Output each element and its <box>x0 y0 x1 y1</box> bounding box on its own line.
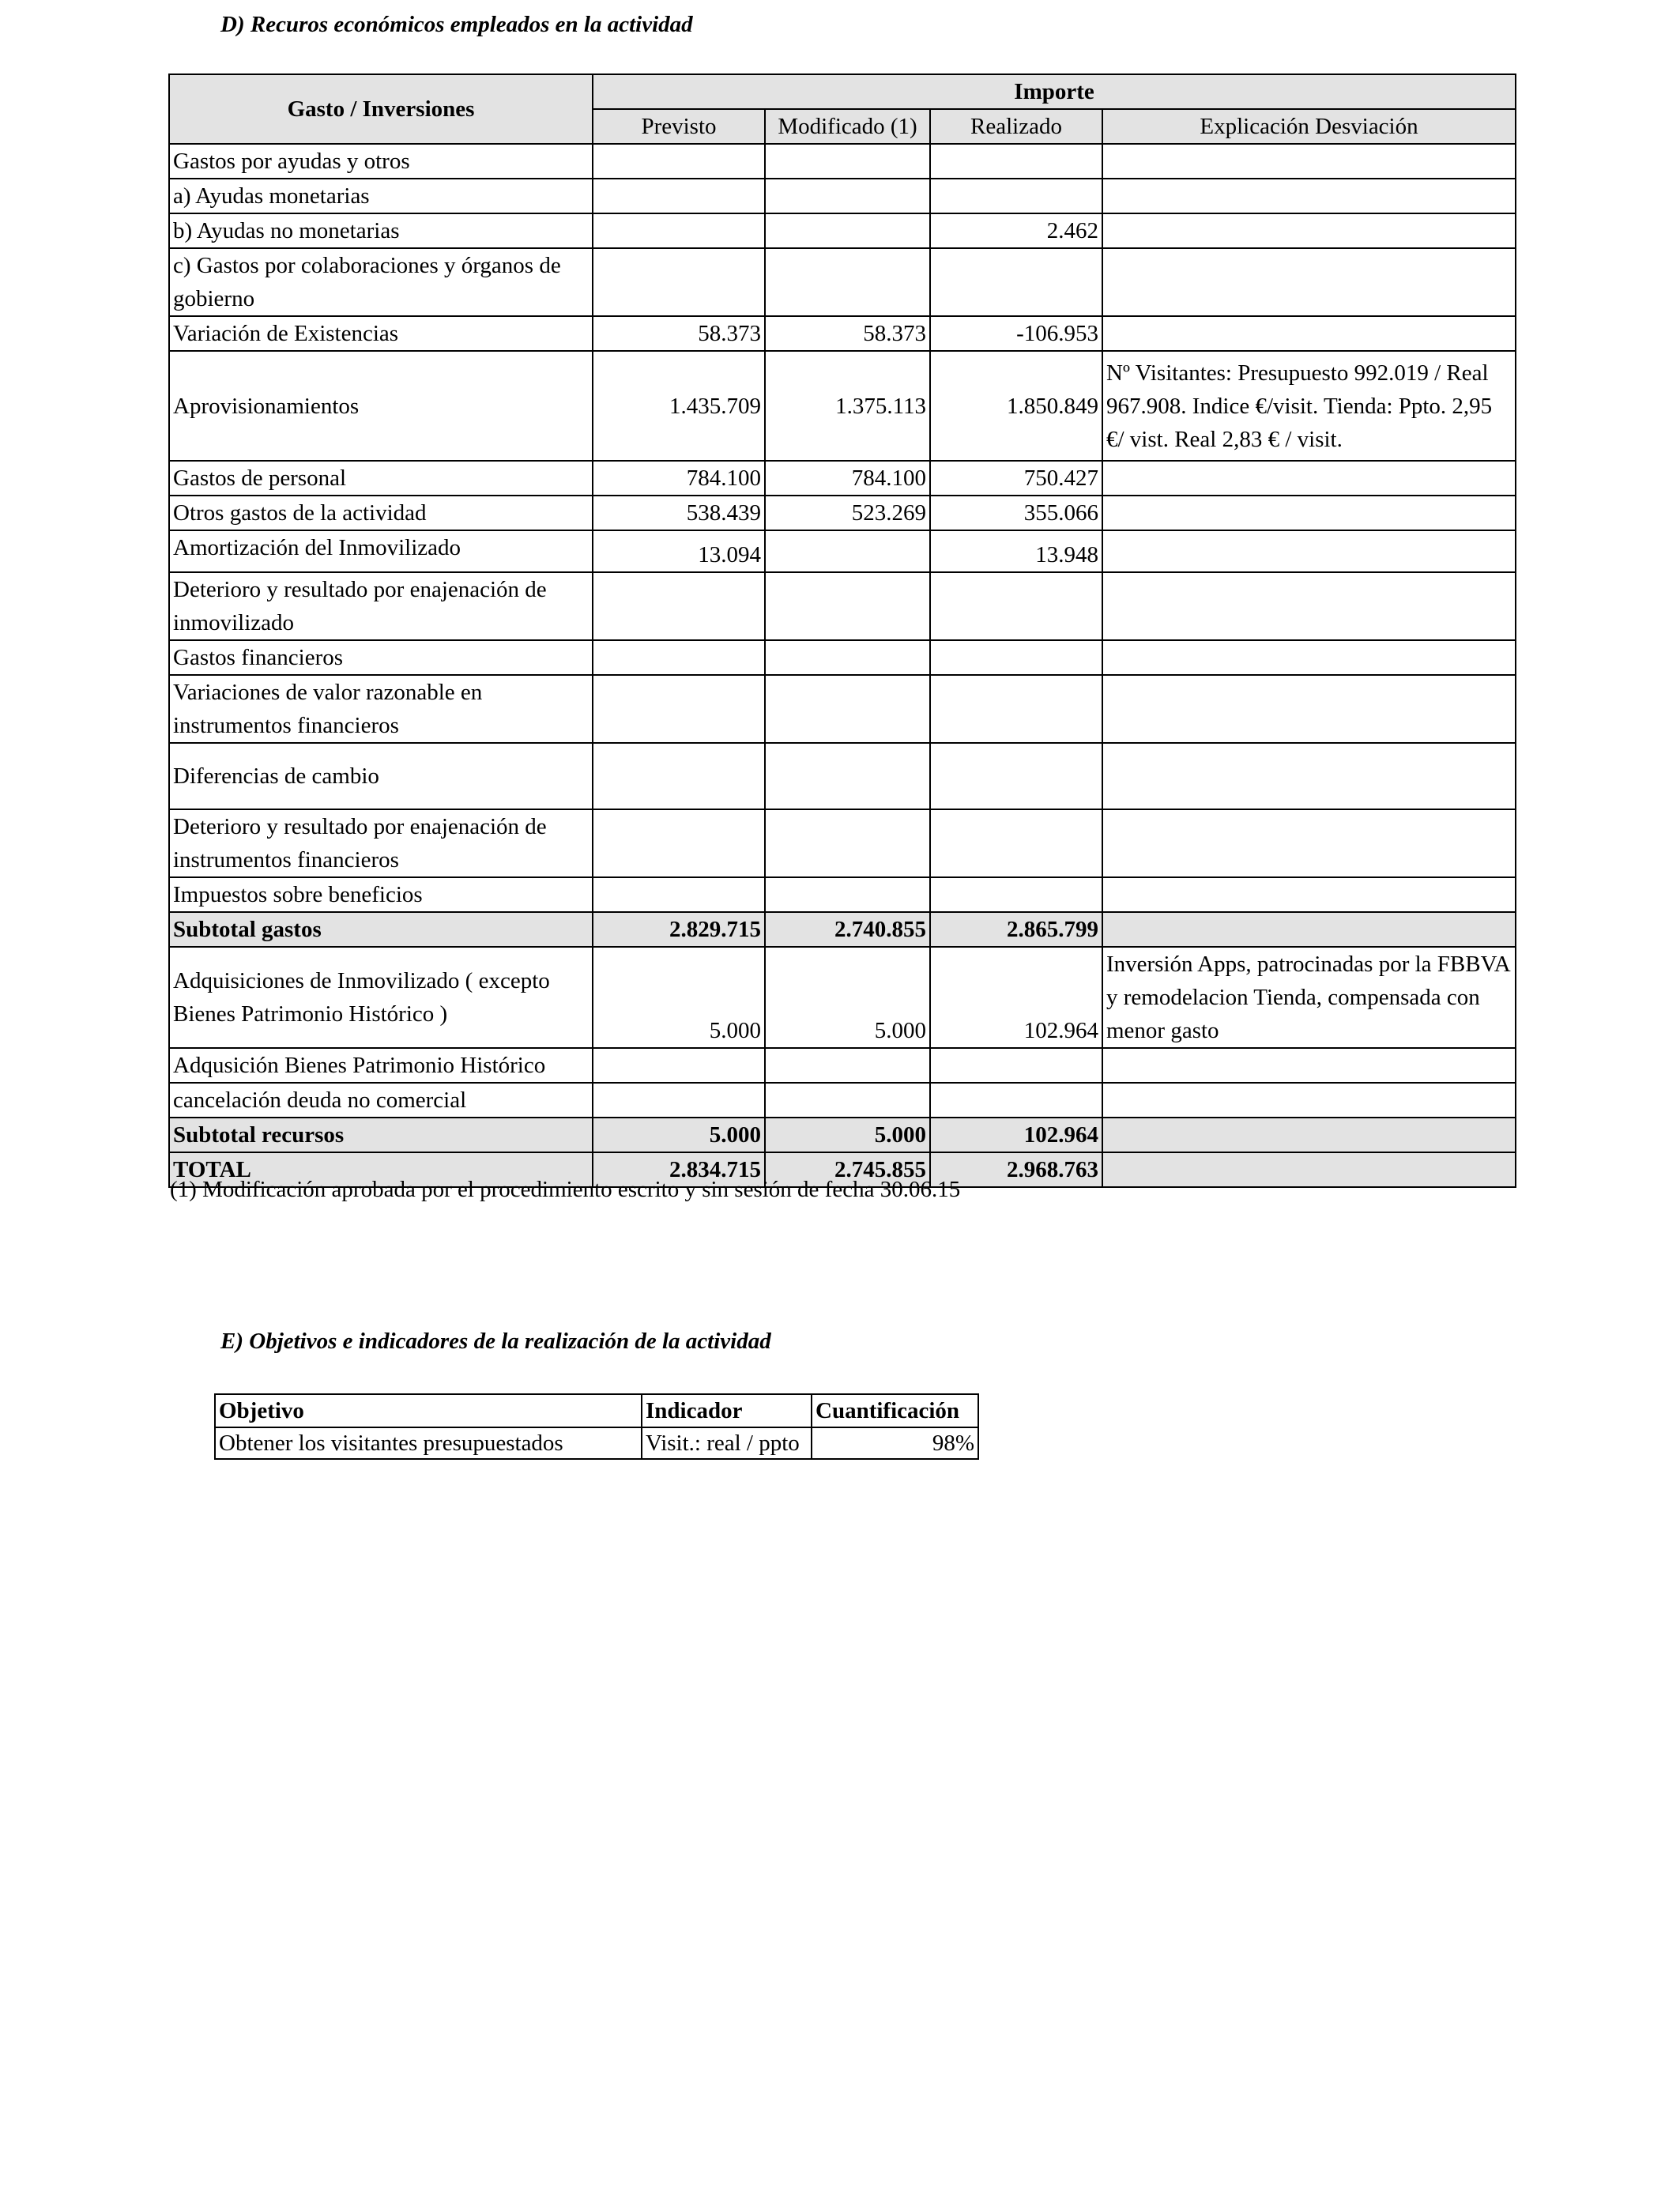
cell-realizado <box>930 675 1102 743</box>
cell-modificado <box>765 144 930 179</box>
cell-modificado: 784.100 <box>765 461 930 496</box>
table-row <box>169 640 1516 675</box>
row-label: Deterioro y resultado por enajenación de instrumentos financieros <box>169 809 593 877</box>
cell-previsto: 2.829.715 <box>593 912 765 947</box>
table-row <box>169 947 1516 1048</box>
row-label: Subtotal recursos <box>169 1118 593 1152</box>
cell-modificado <box>765 743 930 809</box>
row-label: Aprovisionamientos <box>169 351 593 461</box>
table-row <box>169 809 1516 877</box>
cell-previsto: 13.094 <box>593 530 765 572</box>
row-label: Variación de Existencias <box>169 316 593 351</box>
cell-modificado <box>765 248 930 316</box>
cell-previsto: 5.000 <box>593 1118 765 1152</box>
header-cuantificacion: Cuantificación <box>812 1394 978 1427</box>
cell-previsto <box>593 1048 765 1083</box>
cell-previsto: 5.000 <box>593 947 765 1048</box>
header-explicacion: Explicación Desviación <box>1102 109 1516 144</box>
row-label: Gastos de personal <box>169 461 593 496</box>
table-row <box>169 248 1516 316</box>
row-label: Diferencias de cambio <box>169 743 593 809</box>
cell-previsto: 1.435.709 <box>593 351 765 461</box>
cell-realizado <box>930 877 1102 912</box>
row-label: c) Gastos por colaboraciones y órganos de gobierno <box>169 248 593 316</box>
header-realizado: Realizado <box>930 109 1102 144</box>
row-label: a) Ayudas monetarias <box>169 179 593 213</box>
cell-realizado <box>930 248 1102 316</box>
header-objetivo: Objetivo <box>215 1394 642 1427</box>
cell-previsto <box>593 572 765 640</box>
cell-modificado <box>765 640 930 675</box>
cell-modificado <box>765 530 930 572</box>
cell-explicacion <box>1102 1048 1516 1083</box>
cell-previsto <box>593 743 765 809</box>
cell-modificado <box>765 809 930 877</box>
cell-realizado: 2.462 <box>930 213 1102 248</box>
cell-modificado: 523.269 <box>765 496 930 530</box>
row-label: Gastos financieros <box>169 640 593 675</box>
subtotal-recursos-row <box>169 1118 1516 1152</box>
row-label: Adquisiciones de Inmovilizado ( excepto Bienes Patrimonio Histórico ) <box>169 947 593 1048</box>
cell-explicacion <box>1102 144 1516 179</box>
section-d-heading: D) Recuros económicos empleados en la actividad <box>220 12 693 37</box>
cell-realizado: 2.865.799 <box>930 912 1102 947</box>
cell-realizado <box>930 743 1102 809</box>
cell-explicacion <box>1102 912 1516 947</box>
table-row <box>169 316 1516 351</box>
cell-modificado: 2.745.855 <box>765 1152 930 1187</box>
cell-explicacion <box>1102 316 1516 351</box>
row-label: cancelación deuda no comercial <box>169 1083 593 1118</box>
cell-explicacion <box>1102 1083 1516 1118</box>
table-row <box>169 877 1516 912</box>
header-modificado: Modificado (1) <box>765 109 930 144</box>
cell-realizado: -106.953 <box>930 316 1102 351</box>
cell-explicacion <box>1102 572 1516 640</box>
cell-modificado <box>765 877 930 912</box>
cell-indicador: Visit.: real / ppto <box>642 1427 812 1459</box>
cell-previsto <box>593 248 765 316</box>
cell-realizado <box>930 1048 1102 1083</box>
cell-realizado: 1.850.849 <box>930 351 1102 461</box>
header-gasto: Gasto / Inversiones <box>169 74 593 144</box>
cell-modificado <box>765 179 930 213</box>
cell-explicacion <box>1102 1152 1516 1187</box>
cell-explicacion <box>1102 248 1516 316</box>
cell-explicacion <box>1102 461 1516 496</box>
cell-realizado: 355.066 <box>930 496 1102 530</box>
cell-realizado <box>930 179 1102 213</box>
cell-realizado <box>930 572 1102 640</box>
cell-modificado: 2.740.855 <box>765 912 930 947</box>
cell-explicacion <box>1102 675 1516 743</box>
cell-previsto <box>593 179 765 213</box>
table-row <box>169 572 1516 640</box>
row-label: Gastos por ayudas y otros <box>169 144 593 179</box>
cell-realizado: 750.427 <box>930 461 1102 496</box>
row-label: Subtotal gastos <box>169 912 593 947</box>
cell-realizado <box>930 144 1102 179</box>
cell-realizado: 13.948 <box>930 530 1102 572</box>
cell-explicacion <box>1102 743 1516 809</box>
cell-previsto <box>593 640 765 675</box>
cell-modificado <box>765 213 930 248</box>
cell-realizado: 2.968.763 <box>930 1152 1102 1187</box>
cell-explicacion <box>1102 640 1516 675</box>
cell-previsto: 2.834.715 <box>593 1152 765 1187</box>
row-label: Adqusición Bienes Patrimonio Histórico <box>169 1048 593 1083</box>
section-e-heading: E) Objetivos e indicadores de la realización de la actividad <box>220 1329 771 1354</box>
row-label: Variaciones de valor razonable en instrumentos financieros <box>169 675 593 743</box>
header-previsto: Previsto <box>593 109 765 144</box>
cell-cuantificacion: 98% <box>812 1427 978 1459</box>
cell-modificado <box>765 675 930 743</box>
table-row <box>169 496 1516 530</box>
cell-explicacion <box>1102 179 1516 213</box>
cell-objetivo: Obtener los visitantes presupuestados <box>215 1427 642 1459</box>
cell-explicacion <box>1102 530 1516 572</box>
cell-explicacion <box>1102 496 1516 530</box>
cell-modificado: 5.000 <box>765 1118 930 1152</box>
cell-previsto <box>593 144 765 179</box>
table-row <box>169 351 1516 461</box>
cell-explicacion: Inversión Apps, patrocinadas por la FBBVA y remodelacion Tienda, compensada con menor gasto <box>1102 947 1516 1048</box>
cell-explicacion <box>1102 877 1516 912</box>
cell-previsto <box>593 877 765 912</box>
cell-modificado: 58.373 <box>765 316 930 351</box>
table-row <box>169 1083 1516 1118</box>
cell-modificado <box>765 1048 930 1083</box>
cell-previsto <box>593 1083 765 1118</box>
table-row <box>215 1427 978 1459</box>
cell-realizado <box>930 1083 1102 1118</box>
header-importe: Importe <box>593 74 1516 109</box>
cell-realizado <box>930 809 1102 877</box>
header-indicador: Indicador <box>642 1394 812 1427</box>
table-row <box>169 1048 1516 1083</box>
subtotal-gastos-row <box>169 912 1516 947</box>
row-label: Amortización del Inmovilizado <box>169 530 593 572</box>
cell-previsto: 784.100 <box>593 461 765 496</box>
table-row <box>169 461 1516 496</box>
row-label: Otros gastos de la actividad <box>169 496 593 530</box>
cell-previsto: 58.373 <box>593 316 765 351</box>
cell-previsto <box>593 213 765 248</box>
cell-realizado: 102.964 <box>930 947 1102 1048</box>
cell-modificado: 5.000 <box>765 947 930 1048</box>
footnote: (1) Modificación aprobada por el procedimiento escrito y sin sesión de fecha 30.06.15 <box>170 1177 961 1202</box>
cell-modificado <box>765 572 930 640</box>
cell-explicacion <box>1102 809 1516 877</box>
table-row <box>169 530 1516 572</box>
objectives-table <box>214 1393 979 1460</box>
cell-realizado <box>930 640 1102 675</box>
row-label: b) Ayudas no monetarias <box>169 213 593 248</box>
table-row <box>169 144 1516 179</box>
cell-previsto <box>593 675 765 743</box>
cell-explicacion <box>1102 1118 1516 1152</box>
table-row <box>169 179 1516 213</box>
cell-explicacion: Nº Visitantes: Presupuesto 992.019 / Real 967.908. Indice €/visit. Tienda: Ppto. 2,95 €/ vist. Real 2,83 € / visit. <box>1102 351 1516 461</box>
table-row <box>169 743 1516 809</box>
cell-modificado: 1.375.113 <box>765 351 930 461</box>
row-label: Impuestos sobre beneficios <box>169 877 593 912</box>
cell-modificado <box>765 1083 930 1118</box>
row-label: Deterioro y resultado por enajenación de inmovilizado <box>169 572 593 640</box>
row-label: TOTAL <box>169 1152 593 1187</box>
budget-table <box>168 74 1516 1188</box>
table-row <box>169 213 1516 248</box>
table-row <box>169 675 1516 743</box>
cell-previsto <box>593 809 765 877</box>
cell-realizado: 102.964 <box>930 1118 1102 1152</box>
cell-previsto: 538.439 <box>593 496 765 530</box>
cell-explicacion <box>1102 213 1516 248</box>
